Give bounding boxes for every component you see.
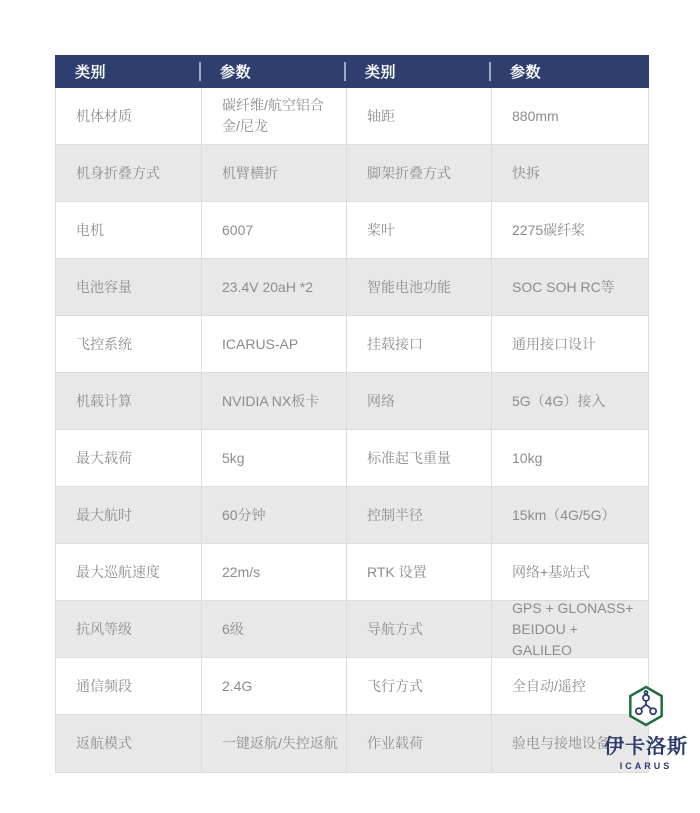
- table-row: [56, 544, 648, 601]
- category-cell: 轴距: [346, 88, 491, 144]
- category-cell: 飞控系统: [76, 335, 132, 352]
- category-cell: 机身折叠方式: [76, 164, 160, 181]
- value-cell: 2.4G: [201, 658, 346, 714]
- value-cell: 23.4V 20aH *2: [201, 259, 346, 315]
- value-cell: 880mm: [491, 88, 648, 144]
- category-cell: 最大航时: [76, 506, 132, 523]
- value-cell: 网络+基站式: [491, 544, 648, 600]
- category-cell: 返航模式: [76, 735, 132, 751]
- brand-logo: [600, 685, 692, 771]
- header-cell-param-left: [200, 55, 345, 88]
- hexagon-drone-icon: [627, 685, 665, 727]
- header-label: 类别: [365, 64, 397, 81]
- value-cell: NVIDIA NX板卡: [201, 373, 346, 429]
- table-row: [56, 259, 648, 316]
- category-cell: 智能电池功能: [346, 259, 491, 315]
- table-row: [56, 88, 648, 145]
- value-cell: 10kg: [491, 430, 648, 486]
- header-cell-category-right: [345, 55, 490, 88]
- category-cell: 抗风等级: [76, 620, 132, 637]
- header-divider: [489, 62, 491, 81]
- value-cell: 全自动/遥控: [491, 658, 648, 714]
- table-row: [56, 316, 648, 373]
- header-cell-category-left: 类别: [75, 64, 107, 81]
- category-cell: 控制半径: [346, 487, 491, 543]
- table-row: [56, 202, 648, 259]
- category-cell: 脚架折叠方式: [346, 145, 491, 201]
- table-row: [56, 601, 648, 658]
- value-cell: 快拆: [491, 145, 648, 201]
- value-cell: 通用接口设计: [491, 316, 648, 372]
- category-cell: 导航方式: [346, 601, 491, 657]
- category-cell: 标准起飞重量: [346, 430, 491, 486]
- table-row: [56, 145, 648, 202]
- header-cell-param-right: [490, 55, 649, 88]
- value-cell: 15km（4G/5G）: [491, 487, 648, 543]
- value-cell: 22m/s: [201, 544, 346, 600]
- brand-name-english: ICARUS: [619, 761, 673, 771]
- category-cell: 网络: [346, 373, 491, 429]
- value-cell: 2275碳纤桨: [491, 202, 648, 258]
- header-divider: [344, 62, 346, 81]
- value-cell: GPS + GLONASS+ BEIDOU + GALILEO: [491, 601, 648, 657]
- value-cell: 5kg: [201, 430, 346, 486]
- value-cell: 60分钟: [201, 487, 346, 543]
- value-cell: 机臂横折: [201, 145, 346, 201]
- category-cell: 桨叶: [346, 202, 491, 258]
- table-row: [56, 373, 648, 430]
- category-cell: RTK 设置: [346, 544, 491, 600]
- category-cell: 电池容量: [76, 278, 132, 295]
- value-cell: 碳纤维/航空铝合金/尼龙: [201, 88, 346, 144]
- table-header: [55, 55, 649, 88]
- table-row: [56, 658, 648, 715]
- spec-table: [55, 55, 649, 773]
- header-label: 参数: [510, 64, 542, 81]
- value-cell: 一键返航/失控返航: [201, 715, 346, 772]
- category-cell: 飞行方式: [346, 658, 491, 714]
- value-cell: 5G（4G）接入: [491, 373, 648, 429]
- category-cell: 通信频段: [76, 677, 132, 694]
- value-cell: ICARUS-AP: [201, 316, 346, 372]
- table-row: [56, 430, 648, 487]
- category-cell: 电机: [76, 221, 104, 238]
- header-divider: [199, 62, 201, 81]
- table-body: [55, 88, 649, 773]
- category-cell: 机体材质: [76, 107, 132, 124]
- value-cell: 6007: [201, 202, 346, 258]
- header-label: 参数: [220, 64, 252, 81]
- table-row: [56, 487, 648, 544]
- value-cell: SOC SOH RC等: [491, 259, 648, 315]
- category-cell: 最大巡航速度: [76, 563, 160, 580]
- table-row: [56, 715, 648, 772]
- category-cell: 机载计算: [76, 392, 132, 409]
- value-cell: 验电与接地设备: [491, 715, 648, 772]
- category-cell: 挂载接口: [346, 316, 491, 372]
- brand-name-chinese: 伊卡洛斯: [604, 736, 688, 758]
- category-cell: 作业载荷: [346, 715, 491, 772]
- value-cell: 6级: [201, 601, 346, 657]
- category-cell: 最大载荷: [76, 449, 132, 466]
